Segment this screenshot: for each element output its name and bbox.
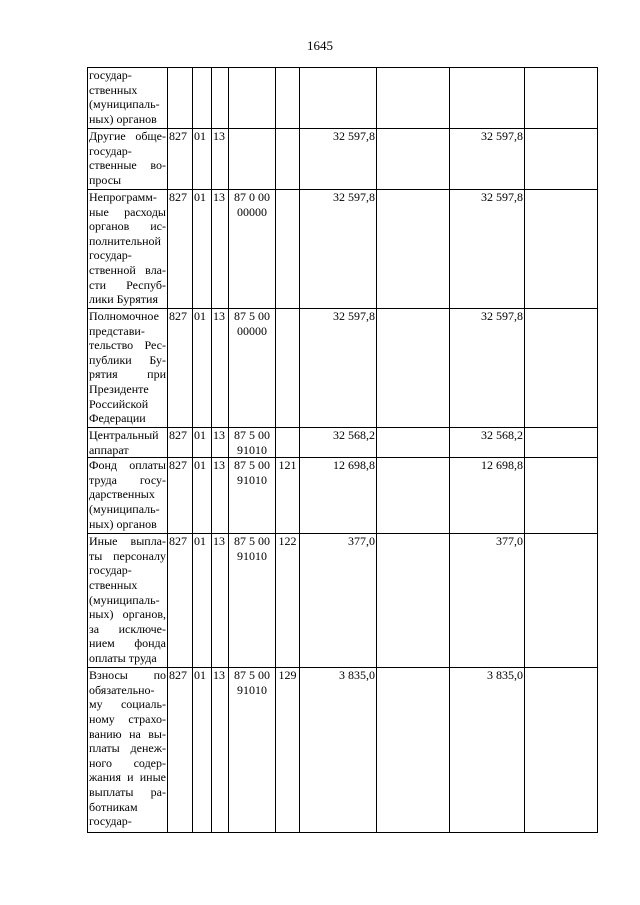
table-row xyxy=(88,534,598,668)
empty-cell xyxy=(377,534,450,668)
sum-1: 32 568,2 xyxy=(300,428,377,458)
item-name: Полномочное представи-тельство Рес-публики Бу-рятия при Президенте Российской Федерации xyxy=(88,309,168,428)
sum-2 xyxy=(450,68,525,129)
table-row xyxy=(88,458,598,534)
expense-type-code xyxy=(276,190,300,309)
target-article-code: 87 5 00 91010 xyxy=(229,428,276,458)
expense-type-code: 122 xyxy=(276,534,300,668)
expense-type-code: 121 xyxy=(276,458,300,534)
section-code xyxy=(193,68,212,129)
empty-cell xyxy=(525,458,598,534)
ved-code: 827 xyxy=(168,534,193,668)
empty-cell xyxy=(377,428,450,458)
section-code: 01 xyxy=(193,190,212,309)
section-code: 01 xyxy=(193,309,212,428)
empty-cell xyxy=(377,68,450,129)
section-code: 01 xyxy=(193,534,212,668)
ved-code: 827 xyxy=(168,458,193,534)
sum-1 xyxy=(300,68,377,129)
subsection-code: 13 xyxy=(212,534,229,668)
target-article-code: 87 5 00 91010 xyxy=(229,458,276,534)
section-code: 01 xyxy=(193,668,212,833)
ved-code xyxy=(168,68,193,129)
subsection-code: 13 xyxy=(212,129,229,190)
expense-type-code xyxy=(276,129,300,190)
empty-cell xyxy=(525,428,598,458)
empty-cell xyxy=(525,668,598,833)
empty-cell xyxy=(377,190,450,309)
section-code: 01 xyxy=(193,129,212,190)
expense-type-code: 129 xyxy=(276,668,300,833)
item-name: Иные выпла-ты персоналу государ-ственных (муниципаль-ных) органов, за исключе-нием фонда оплаты труда xyxy=(88,534,168,668)
sum-2: 32 597,8 xyxy=(450,190,525,309)
empty-cell xyxy=(377,309,450,428)
sum-2: 32 597,8 xyxy=(450,129,525,190)
sum-2: 377,0 xyxy=(450,534,525,668)
item-name: Фонд оплаты труда госу-дарственных (муниципаль-ных) органов xyxy=(88,458,168,534)
ved-code: 827 xyxy=(168,668,193,833)
empty-cell xyxy=(525,190,598,309)
ved-code: 827 xyxy=(168,190,193,309)
subsection-code: 13 xyxy=(212,428,229,458)
empty-cell xyxy=(525,68,598,129)
table-row xyxy=(88,309,598,428)
empty-cell xyxy=(377,129,450,190)
target-article-code: 87 5 00 91010 xyxy=(229,668,276,833)
target-article-code: 87 5 00 91010 xyxy=(229,534,276,668)
section-code: 01 xyxy=(193,428,212,458)
item-name: Взносы по обязательно-му социаль-ному страхо-ванию на вы-платы денеж-ного содер-жания и иные выплаты ра-ботникам государ- xyxy=(88,668,168,833)
page-number: 1645 xyxy=(307,38,333,53)
item-name: государ-ственных (муниципаль-ных) органов xyxy=(88,68,168,129)
table-row xyxy=(88,668,598,833)
section-code: 01 xyxy=(193,458,212,534)
sum-1: 32 597,8 xyxy=(300,129,377,190)
subsection-code: 13 xyxy=(212,458,229,534)
sum-1: 377,0 xyxy=(300,534,377,668)
sum-1: 12 698,8 xyxy=(300,458,377,534)
target-article-code xyxy=(229,129,276,190)
ved-code: 827 xyxy=(168,129,193,190)
sum-1: 32 597,8 xyxy=(300,190,377,309)
table-row xyxy=(88,428,598,458)
subsection-code: 13 xyxy=(212,668,229,833)
ved-code: 827 xyxy=(168,428,193,458)
subsection-code xyxy=(212,68,229,129)
expense-type-code xyxy=(276,309,300,428)
empty-cell xyxy=(525,534,598,668)
sum-2: 32 568,2 xyxy=(450,428,525,458)
budget-table xyxy=(87,67,598,833)
item-name: Центральный аппарат xyxy=(88,428,168,458)
table-row xyxy=(88,68,598,129)
ved-code: 827 xyxy=(168,309,193,428)
item-name: Непрограмм-ные расходы органов ис-полнительной государ-ственной вла-сти Респуб-лики Бурятия xyxy=(88,190,168,309)
empty-cell xyxy=(377,668,450,833)
sum-1: 3 835,0 xyxy=(300,668,377,833)
empty-cell xyxy=(377,458,450,534)
sum-2: 32 597,8 xyxy=(450,309,525,428)
subsection-code: 13 xyxy=(212,190,229,309)
table-row xyxy=(88,190,598,309)
sum-2: 12 698,8 xyxy=(450,458,525,534)
expense-type-code xyxy=(276,428,300,458)
empty-cell xyxy=(525,309,598,428)
table-row xyxy=(88,129,598,190)
subsection-code: 13 xyxy=(212,309,229,428)
target-article-code xyxy=(229,68,276,129)
target-article-code: 87 0 00 00000 xyxy=(229,190,276,309)
item-name: Другие обще-государ-ственные во-просы xyxy=(88,129,168,190)
empty-cell xyxy=(525,129,598,190)
expense-type-code xyxy=(276,68,300,129)
target-article-code: 87 5 00 00000 xyxy=(229,309,276,428)
sum-2: 3 835,0 xyxy=(450,668,525,833)
sum-1: 32 597,8 xyxy=(300,309,377,428)
